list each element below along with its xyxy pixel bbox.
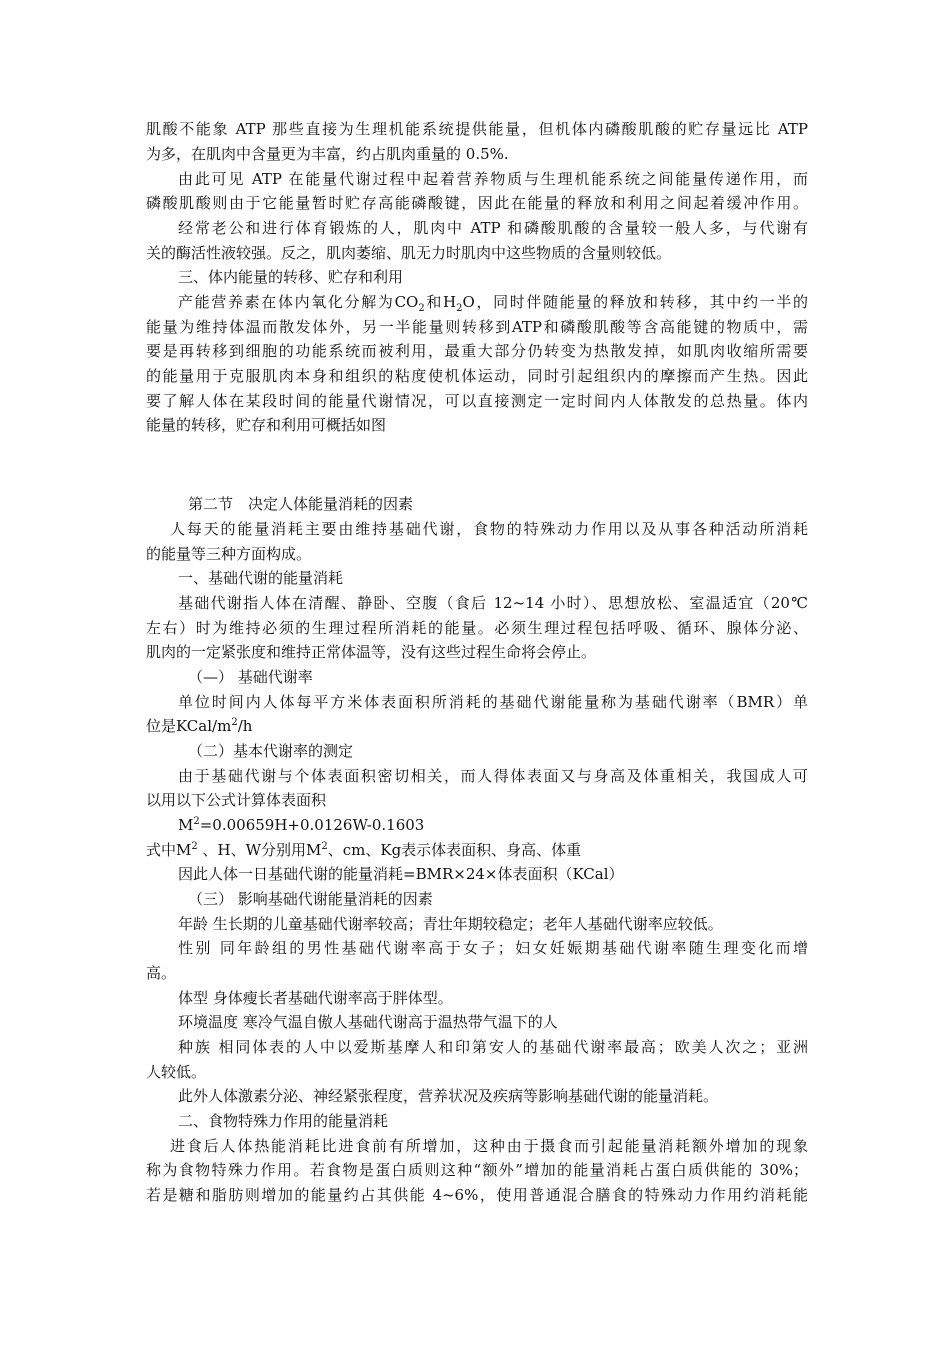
subsection-heading: 一、基础代谢的能量消耗 — [178, 569, 344, 587]
paragraph-line: 进食后人体热能消耗比进食前有所增加，这种由于摄食而引起能量消耗额外增加的现象 — [170, 1137, 808, 1155]
paragraph-line: 的能量用于克服肌肉本身和组织的粘度使机体运动，同时引起组织内的摩擦而产生热。因此 — [146, 367, 808, 385]
paragraph-line: 体型 身体瘦长者基础代谢率高于胖体型。 — [178, 989, 453, 1007]
paragraph-line: 要是再转移到细胞的功能系统而被利用，最重大部分仍转变为热散发掉，如肌肉收缩所需要 — [146, 342, 808, 360]
paragraph-line: 高。 — [146, 964, 177, 982]
paragraph-line: 基础代谢指人体在清醒、静卧、空腹（食后 12~14 小时）、思想放松、室温适宜（20℃ — [178, 594, 808, 612]
paragraph-line: 若是糖和脂肪则增加的能量约占其供能 4~6%，使用普通混合膳食的特殊动力作用约消耗能 — [146, 1186, 808, 1204]
paragraph-line: 由此可见 ATP 在能量代谢过程中起着营养物质与生理机能系统之间能量传递作用，而 — [178, 170, 808, 188]
paragraph-line: 人每天的能量消耗主要由维持基础代谢，食物的特殊动力作用以及从事各种活动所消耗 — [170, 520, 808, 538]
paragraph-line: 此外人体激素分泌、神经紧张程度，营养状况及疾病等影响基础代谢的能量消耗。 — [178, 1087, 719, 1105]
paragraph-line: 产能营养素在体内氧化分解为$CO_2$和$H_2O$，同时伴随能量的释放和转移，其中约一半的 — [178, 293, 808, 314]
subsection-heading: （二）基本代谢率的测定 — [188, 742, 354, 760]
formula-description: 式中$M^2$ 、H、W分别用$M^2$、cm、Kg表示体表面积、身高、体重 — [146, 841, 582, 859]
paragraph-line: 的能量等三种方面构成。 — [146, 545, 312, 563]
paragraph-line: 由于基础代谢与个体表面积密切相关，而人得体表面又与身高及体重相关，我国成人可 — [178, 767, 808, 785]
paragraph-line: 为多，在肌肉中含量更为丰富，约占肌肉重量的 0.5%. — [146, 145, 509, 163]
paragraph-line: 左右）时为维持必须的生理过程所消耗的能量。必须生理过程包括呼吸、循环、腺体分泌、 — [146, 619, 808, 637]
paragraph-line: 要了解人体在某段时间的能量代谢情况，可以直接测定一定时间内人体散发的总热量。体内 — [146, 392, 808, 410]
paragraph-line: 人较低。 — [146, 1063, 207, 1081]
paragraph-line: 经常老公和进行体育锻炼的人，肌肉中 ATP 和磷酸肌酸的含量较一般人多，与代谢有 — [178, 219, 808, 237]
paragraph-line: 环境温度 寒冷气温自傲人基础代谢高于温热带气温下的人 — [178, 1013, 558, 1031]
paragraph-line: 年龄 生长期的儿童基础代谢率较高；青壮年期较稳定；老年人基础代谢率应较低。 — [178, 915, 723, 933]
paragraph-line: 位是KCal/$m^2/h$ — [146, 717, 253, 735]
formula: $M^2=0.00659H+0.0126W-0.1603$ — [178, 816, 425, 834]
subsection-heading: 三、体内能量的转移、贮存和利用 — [178, 268, 404, 286]
paragraph-line: 称为食物特殊力作用。若食物是蛋白质则这种“额外”增加的能量消耗占蛋白质供能的 30%； — [146, 1161, 808, 1179]
paragraph-line: 以用以下公式计算体表面积 — [146, 791, 327, 809]
subsection-heading: （三） 影响基础代谢能量消耗的因素 — [188, 890, 433, 908]
paragraph-line: 能量为维持体温而散发体外，另一半能量则转移到ATP和磷酸肌酸等含高能键的物质中，需 — [146, 318, 808, 336]
paragraph-line: 磷酸肌酸则由于它能量暂时贮存高能磷酸键，因此在能量的释放和利用之间起着缓冲作用。 — [146, 194, 808, 212]
paragraph-line: 肌酸不能象 ATP 那些直接为生理机能系统提供能量，但机体内磷酸肌酸的贮存量远比 ATP — [146, 120, 808, 138]
paragraph-line: 关的酶活性液较强。反之，肌肉萎缩、肌无力时肌肉中这些物质的含量则较低。 — [146, 244, 672, 262]
subsection-heading: 二、食物特殊力作用的能量消耗 — [178, 1112, 389, 1130]
paragraph-line: 性别 同年龄组的男性基础代谢率高于女子；妇女妊娠期基础代谢率随生理变化而增 — [178, 939, 808, 957]
section-heading: 第二节 决定人体能量消耗的因素 — [188, 495, 414, 513]
paragraph-line: 单位时间内人体每平方米体表面积所消耗的基础代谢能量称为基础代谢率（BMR）单 — [178, 693, 808, 711]
paragraph-line: 因此人体一日基础代谢的能量消耗=BMR×24×体表面积（KCal） — [178, 865, 624, 883]
paragraph-line: 能量的转移，贮存和利用可概括如图 — [146, 416, 387, 434]
paragraph-line: 肌肉的一定紧张度和维持正常体温等，没有这些过程生命将会停止。 — [146, 643, 597, 661]
paragraph-line: 种族 相同体表的人中以爱斯基摩人和印第安人的基础代谢率最高；欧美人次之；亚洲 — [178, 1038, 808, 1056]
subsection-heading: （—） 基础代谢率 — [188, 668, 313, 686]
